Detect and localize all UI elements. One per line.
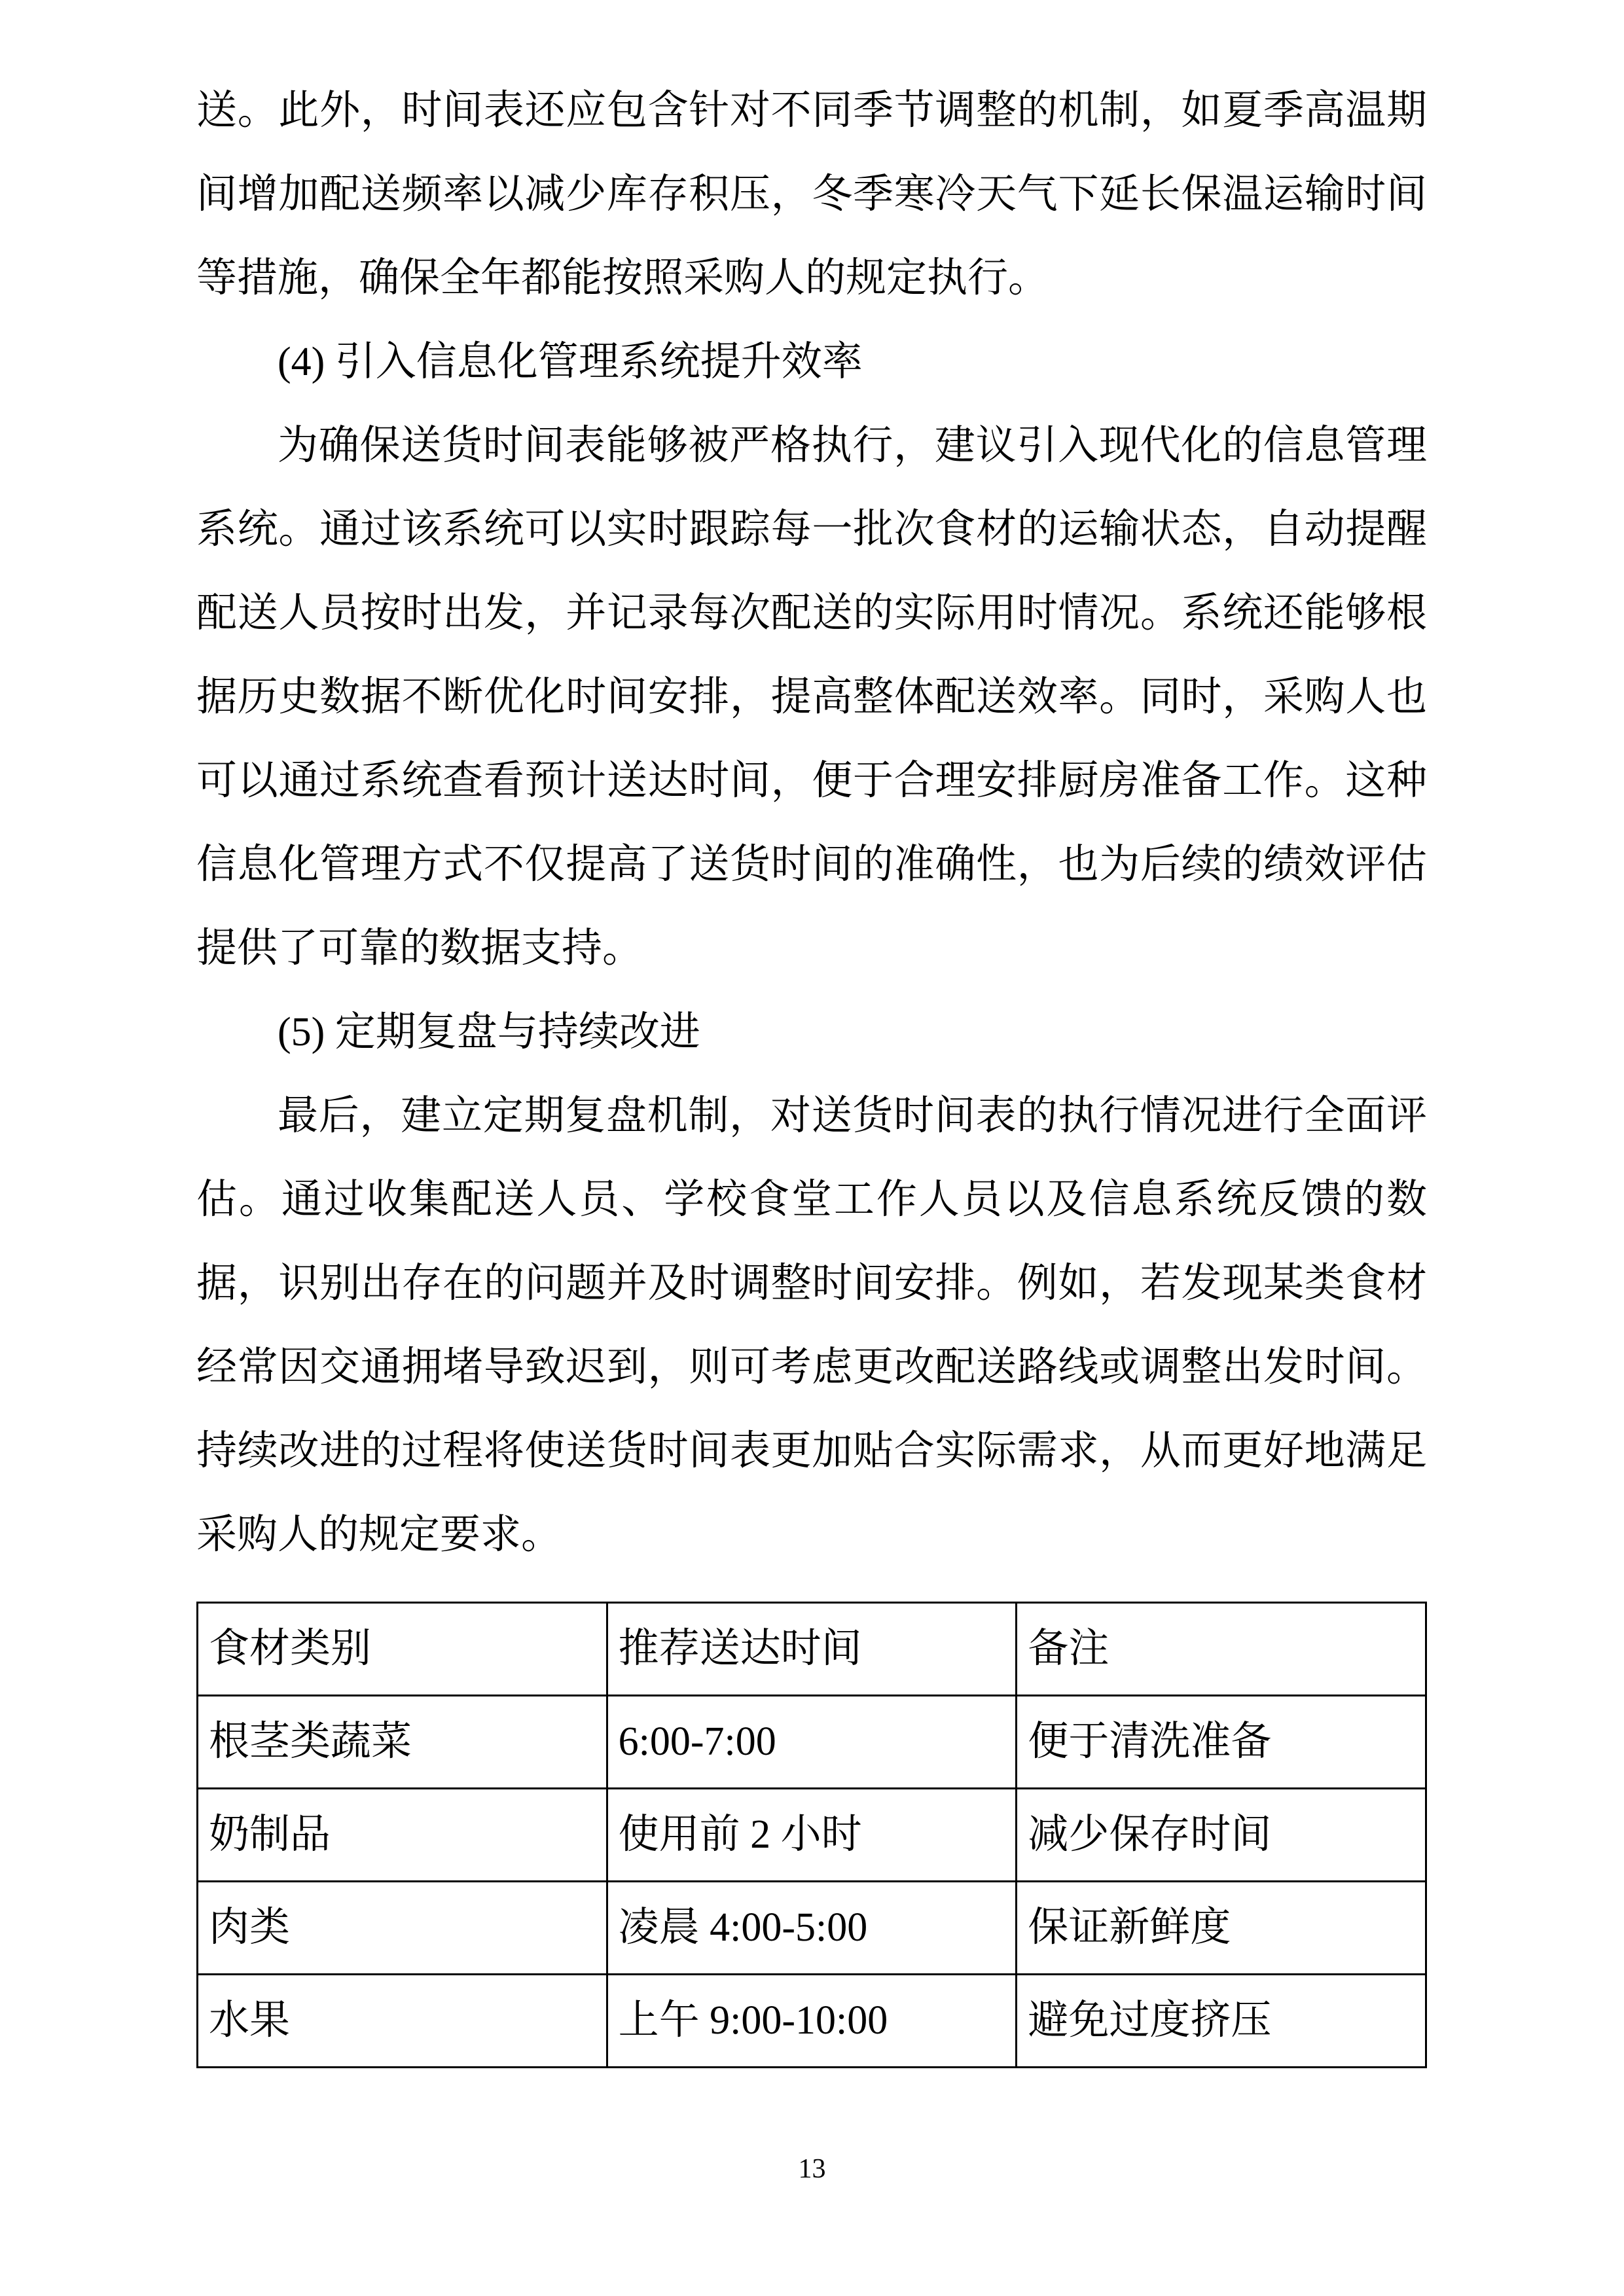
table-row	[198, 1975, 1426, 2068]
table-row	[198, 1789, 1426, 1882]
paragraph-section-4-body: 为确保送货时间表能够被严格执行，建议引入现代化的信息管理系统。通过该系统可以实时跟踪每一批次食材的运输状态，自动提醒配送人员按时出发，并记录每次配送的实际用时情况。系统还能够根据历史数据不断优化时间安排，提高整体配送效率。同时，采购人也可以通过系统查看预计送达时间，便于合理安排厨房准备工作。这种信息化管理方式不仅提高了送货时间的准确性，也为后续的绩效评估提供了可靠的数据支持。	[196, 423, 1427, 971]
table-row	[198, 1882, 1426, 1975]
table-row	[198, 1696, 1426, 1789]
table-header-remarks: 备注	[1017, 1603, 1426, 1696]
table-header-category: 食材类别	[198, 1603, 607, 1696]
paragraph-section-5-body: 最后，建立定期复盘机制，对送货时间表的执行情况进行全面评估。通过收集配送人员、学校食堂工作人员以及信息系统反馈的数据，识别出存在的问题并及时调整时间安排。例如，若发现某类食材经常因交通拥堵导致迟到，则可考虑更改配送路线或调整出发时间。持续改进的过程将使送货时间表更加贴合实际需求，从而更好地满足采购人的规定要求。	[196, 1094, 1427, 1557]
table-cell-category: 水果	[198, 1975, 607, 2068]
table-cell-time: 上午 9:00-10:00	[607, 1975, 1017, 2068]
table-cell-category: 奶制品	[198, 1789, 607, 1882]
table-cell-remark: 便于清洗准备	[1017, 1696, 1426, 1789]
paragraph-continuation: 送。此外，时间表还应包含针对不同季节调整的机制，如夏季高温期间增加配送频率以减少库存积压，冬季寒冷天气下延长保温运输时间等措施，确保全年都能按照采购人的规定执行。	[196, 88, 1427, 300]
document-body	[196, 69, 1427, 2068]
table-header-row	[198, 1603, 1426, 1696]
table-cell-category: 根茎类蔬菜	[198, 1696, 607, 1789]
table-cell-time: 6:00-7:00	[607, 1696, 1017, 1789]
table-cell-remark: 避免过度挤压	[1017, 1975, 1426, 2068]
table-cell-category: 肉类	[198, 1882, 607, 1975]
table-header-recommended-time: 推荐送达时间	[607, 1603, 1017, 1696]
section-heading-4: (4) 引入信息化管理系统提升效率	[278, 340, 863, 384]
table-cell-time: 凌晨 4:00-5:00	[607, 1882, 1017, 1975]
section-heading-5: (5) 定期复盘与持续改进	[278, 1010, 700, 1054]
page-number: 13	[798, 2154, 826, 2184]
table-cell-remark: 保证新鲜度	[1017, 1882, 1426, 1975]
table-cell-remark: 减少保存时间	[1017, 1789, 1426, 1882]
table-cell-time: 使用前 2 小时	[607, 1789, 1017, 1882]
delivery-time-table	[196, 1602, 1427, 2068]
